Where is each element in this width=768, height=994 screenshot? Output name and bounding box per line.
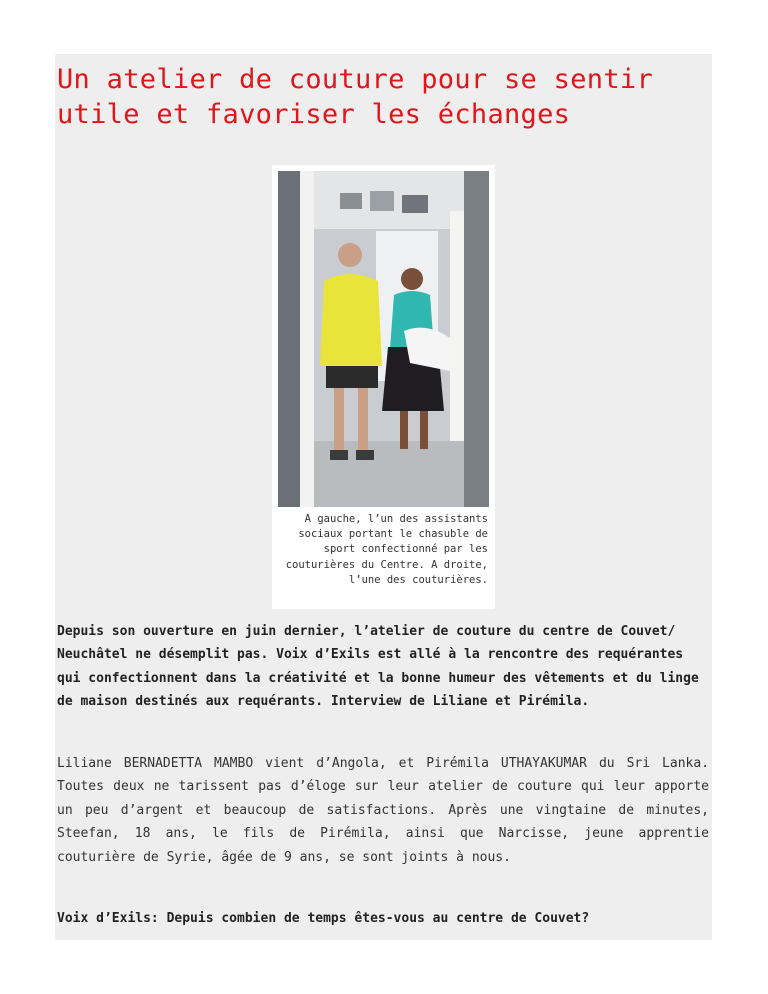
article-title: Un atelier de couture pour se sentir utile et favoriser les échanges [57, 64, 653, 130]
article-panel [55, 54, 712, 940]
article-lede: Depuis son ouverture en juin dernier, l’atelier de couture du centre de Couvet/ Neuchâtel ne désemplit pas. Voix d’Exils est allé à la rencontre des requérantes qui confectionnent dans la créativité et la bonne humeur des vêtements et du linge de maison destinés aux requérants. Interview de Liliane et Pirémila. [57, 624, 699, 710]
interview-question: Voix d’Exils: Depuis combien de temps êtes-vous au centre de Couvet? [57, 911, 590, 926]
photo-figure [272, 165, 495, 609]
photo-caption: A gauche, l’un des assistants sociaux portant le chasuble de sport confectionné par les couturières du Centre. A droite, l’une des couturières. [285, 513, 488, 586]
article-photo [278, 171, 489, 507]
article-paragraph: Liliane BERNADETTA MAMBO vient d’Angola, et Pirémila UTHAYAKUMAR du Sri Lanka. Toutes deux ne tarissent pas d’éloge sur leur atelier de couture qui leur apporte un peu d’argent et beaucoup de satisfactions. Après une vingtaine de minutes, Steefan, 18 ans, le fils de Pirémila, ainsi que Narcisse, jeune apprentie couturière de Syrie, âgée de 9 ans, se sont joints à nous. [57, 756, 709, 865]
